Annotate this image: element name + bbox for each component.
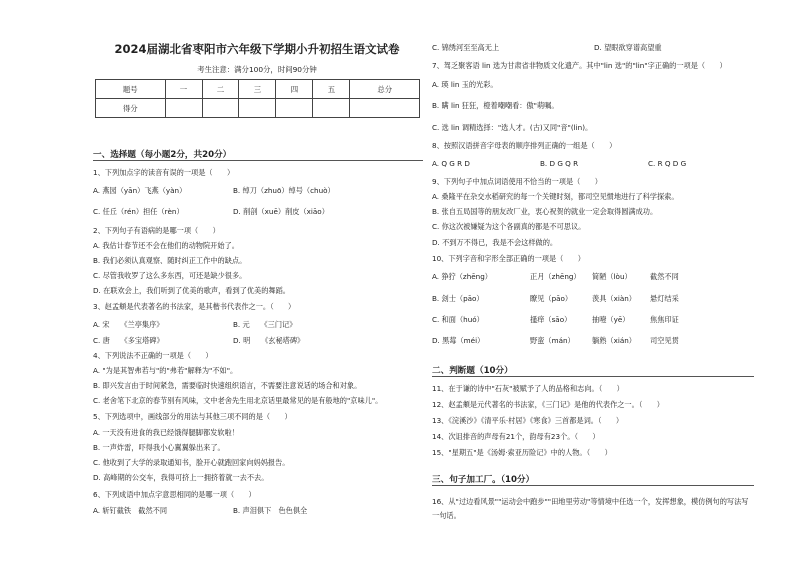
q1-stem: 1、下列加点字的读音有误的一项是（ ） [93,168,235,177]
q7-option-c: C. 选 lin 调精选择："选人才。(古)又同"音"(lin)。 [432,123,593,132]
q2-option-a: A. 我估计春节还不会在他们的动物院开始了。 [93,241,239,250]
q1-option-c: C. 任丘（rén）担任（rèn） [93,207,184,216]
section-rule [93,160,423,161]
q6-option-b: B. 声泪俱下 色色俱全 [233,506,308,515]
q10-cell: A. 狰狞（zhēng） [432,272,492,281]
score-table-header-row [96,80,420,99]
score-cell [165,99,202,118]
q10-cell: 躺熟（xián） [592,336,636,345]
score-cell: 总分 [350,80,420,99]
q10-cell: 正月（zhēng） [530,272,581,281]
q9-option-d: D. 不到万不得已，我是不会这样做的。 [432,238,558,247]
q10-cell: D. 黑莓（méi） [432,336,485,345]
exam-note: 考生注意：满分100分，时间90分钟 [197,65,317,74]
q4-stem: 4、下列说法不正确的一项是（ ） [93,351,213,360]
q9-stem: 9、下列句子中加点词语使用不恰当的一项是（ ） [432,177,602,186]
q9-option-c: C. 你这次被嫌疑为这个各副真的都是不可思议。 [432,222,586,231]
score-table-score-row [96,99,420,118]
q6-option-d: D. 望眼欲穿谱高望重 [594,43,662,52]
q2-option-c: C. 尽管我收罗了这么多东西，可还是缺少很多。 [93,271,247,280]
q5-stem: 5、下列选项中，画线部分的用法与其他三项不同的是（ ） [93,412,292,421]
q10-cell: 截然不同 [650,272,679,281]
q8-option-c: C. R Q D G [648,159,687,168]
q2-stem: 2、下列句子有语病的是哪一项（ ） [93,226,220,235]
q7-option-b: B. 瞒 lin 狂狂，橙着嘲嘲看：傲"萌嘱。 [432,101,559,110]
exam-title: 2024届湖北省枣阳市六年级下学期小升初招生语文试卷 [114,42,400,56]
score-cell: 二 [202,80,239,99]
q3-option-a: A. 宋 《兰亭集序》 [93,320,164,329]
q4-option-b: B. 即兴发言由于时间紧急，需要临时快速组织语言，不需要注意说话的场合和对象。 [93,381,362,390]
q5-option-c: C. 他收到了大学的录取通知书，脸开心就跑回家向妈妈报告。 [93,458,290,467]
q4-option-c: C. 老舍笔下北京的春节别有风味，文中老舍先生用北京话里最常见的是有般地的"京味儿"。 [93,396,383,405]
score-cell [202,99,239,118]
q3-option-d: D. 明 《玄秘塔碑》 [233,336,305,345]
judgement-item: 12、赵孟頫是元代著名的书法家，《三门记》是他的代表作之一。（ ） [432,400,664,409]
q16-text: 16、从"过边看风景""运动会中跑步""田地里劳动"等情境中任选一个，发挥想象，模仿例句的写法写一句话。 [432,497,749,520]
q3-option-b: B. 元 《三门记》 [233,320,297,329]
score-cell [313,99,350,118]
q7-stem: 7、驾乏聚客语 lin 选为甘肃省非物质文化遗产。其中"lin 选"的"lin"字正确的一项是（ ） [432,61,727,70]
q4-option-a: A. "为是其智弗若与"的"弗若"解释为"不如"。 [93,366,238,375]
judgement-item: 15、"星期五"是《汤姆·索亚历险记》中的人物。（ ） [432,448,612,457]
judgement-item: 13、《浣溪沙》《清平乐·村居》《寒食》三首都是词。（ ） [432,416,624,425]
section2-heading: 二、判断题（10分） [432,366,513,376]
q5-option-a: A. 一天没有进食的我已经饿得腿脚都发软啦！ [93,428,239,437]
q8-stem: 8、按照汉语拼音字母表的顺序排列正确的一组是（ ） [432,141,617,150]
q10-stem: 10、下列字音和字形全部正确的一项是（ ） [432,254,585,263]
q6-option-a: A. 斩钉截铁 截然不同 [93,506,168,515]
q10-cell: 搔痒（sāo） [530,315,572,324]
q6-stem: 6、下列成语中加点字意思相同的是哪一项（ ） [93,490,256,499]
score-cell: 题号 [96,80,166,99]
q7-option-a: A. 瑛 lin 玉的光彩。 [432,80,498,89]
section-rule [432,485,754,486]
score-table [95,79,420,118]
score-cell: 一 [165,80,202,99]
q10-cell: 抽噎（yē） [592,315,630,324]
score-cell: 五 [313,80,350,99]
q10-cell: 焦焦印证 [650,315,679,324]
q10-cell: 瞭见（pāo） [530,294,573,303]
judgement-item: 11、在于谦的诗中"石灰"被赋予了人的品格和志向。（ ） [432,384,624,393]
score-cell [276,99,313,118]
q9-option-b: B. 张自五局国等的朋友改厂业，衷心祝贺的就业一定会取得圆满成功。 [432,207,658,216]
q5-option-b: B. 一声炸雷，吓得我小心翼翼躲出来了。 [93,443,225,452]
q8-option-a: A. Q G R D [432,159,470,168]
q10-cell: 羡具（xiàn） [592,294,636,303]
score-cell [239,99,276,118]
score-cell: 三 [239,80,276,99]
score-cell: 得分 [96,99,166,118]
q8-option-b: B. D G Q R [540,159,579,168]
q10-cell: 野蛮（mán） [530,336,575,345]
q10-cell: 司空见贯 [650,336,679,345]
q2-option-b: B. 我们必须认真观察、随时纠正工作中的缺点。 [93,256,247,265]
q1-option-a: A. 燕园（yān）飞燕（yàn） [93,186,187,195]
section-rule [432,376,754,377]
q5-option-d: D. 高峰期的公交车，我得可挤上一拥挤着就一去不去。 [93,473,269,482]
q10-cell: C. 和面（huó） [432,315,484,324]
judgement-item: 14、次诅排音的声母有21个，韵母有23个。（ ） [432,432,600,441]
q2-option-d: D. 在联欢会上，我们听到了优美的歌声，看到了优美的舞蹈。 [93,286,290,295]
q1-option-d: D. 削剖（xuē）削皮（xiāo） [233,207,329,216]
score-cell [350,99,420,118]
q3-option-c: C. 唐 《多宝塔碑》 [93,336,164,345]
q9-option-a: A. 桑隆平在杂交水稻研究的每一个关键时刻，都司空见惯地进行了科学探索。 [432,192,679,201]
q6-option-c: C. 锦绣河至至高无上 [432,43,500,52]
q10-cell: 悬灯结采 [650,294,679,303]
q10-cell: 简陋（lòu） [592,272,632,281]
q3-stem: 3、赵孟頫是代表著名的书法家，是其楷书代表作之一。（ ） [93,302,296,311]
q1-option-b: B. 绰刀（zhuō）绰号（chuò） [233,186,335,195]
section1-heading: 一、选择题（每小题2分，共20分） [93,150,232,160]
section3-heading: 三、句子加工厂。（10分） [432,475,535,485]
q10-cell: B. 刽士（pāo） [432,294,484,303]
score-cell: 四 [276,80,313,99]
